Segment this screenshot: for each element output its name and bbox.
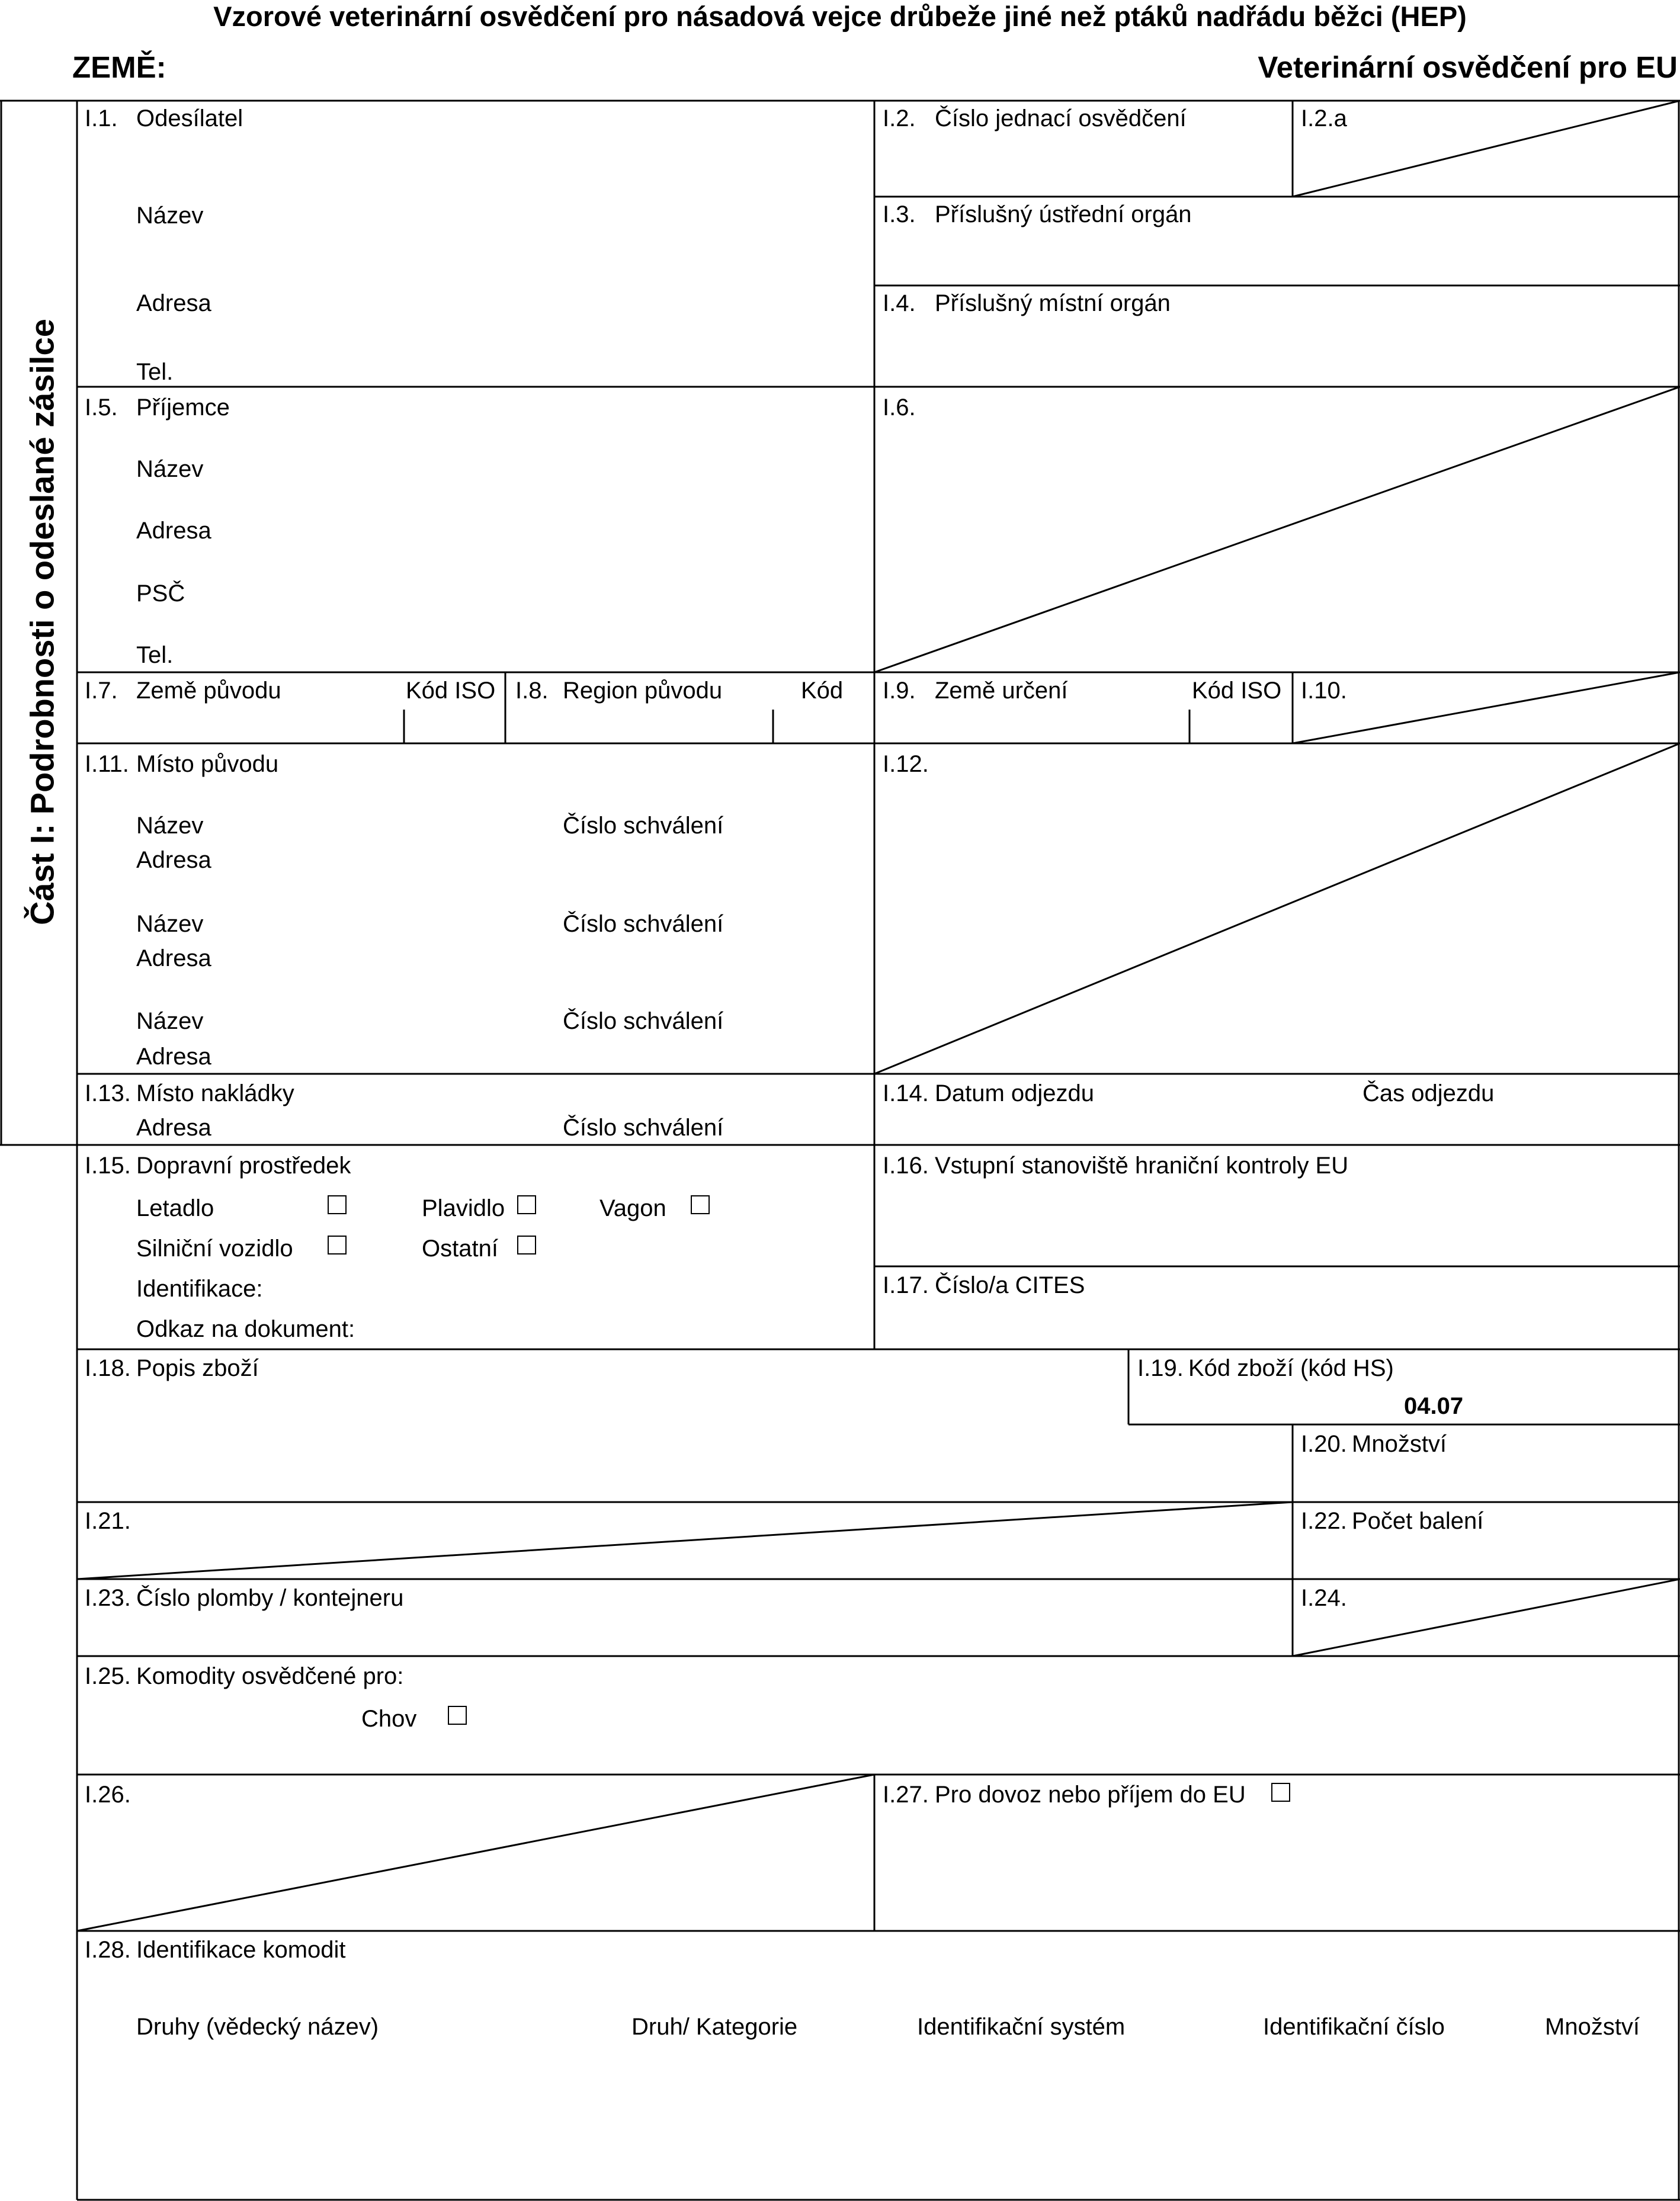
column-header-quantity: Množství [1545,2014,1640,2040]
commodities-certified-for-label: Komodity osvědčené pro: [136,1663,404,1689]
consignor-name-label: Název [136,203,204,229]
transport-wagon-checkbox[interactable] [691,1195,710,1214]
transport-plane-label: Letadlo [136,1195,214,1221]
box-24-number: I.24. [1301,1585,1347,1611]
box-7-number: I.7. [85,678,118,704]
box-15-number: I.15. [85,1153,131,1179]
box-26-number: I.26. [85,1782,131,1808]
transport-other-checkbox[interactable] [517,1236,536,1254]
breeding-label: Chov [361,1706,417,1732]
destination-iso-code-label: Kód ISO [1192,678,1282,704]
origin-3-approval-label: Číslo schválení [563,1008,724,1034]
number-of-packages-label: Počet balení [1352,1508,1484,1534]
box-2a-number: I.2.a [1301,105,1347,131]
box-9-number: I.9. [883,678,916,704]
transport-other-label: Ostatní [422,1236,498,1262]
part-one-side-label: Část I: Podrobnosti o odeslané zásilce [23,319,61,925]
box-25-number: I.25. [85,1663,131,1689]
loading-approval-label: Číslo schválení [563,1115,724,1141]
box-10-number: I.10. [1301,678,1347,704]
box-18-number: I.18. [85,1355,131,1381]
transport-road-label: Silniční vozidlo [136,1236,293,1262]
column-header-category: Druh/ Kategorie [631,2014,798,2040]
box-11-number: I.11. [85,751,129,777]
box-22-number: I.22. [1301,1508,1347,1534]
import-admission-label: Pro dovoz nebo příjem do EU [935,1782,1246,1808]
origin-1-address-label: Adresa [136,847,211,873]
import-admission-checkbox[interactable] [1271,1783,1290,1802]
region-code-label: Kód [801,678,844,704]
transport-plane-checkbox[interactable] [328,1195,347,1214]
origin-2-address-label: Adresa [136,945,211,971]
box-23-number: I.23. [85,1585,131,1611]
departure-date-label: Datum odjezdu [935,1080,1095,1106]
country-label: ZEMĚ: [72,50,166,84]
transport-road-checkbox[interactable] [328,1236,347,1254]
transport-identification-label: Identifikace: [136,1276,263,1302]
consignor-label: Odesílatel [136,105,243,131]
country-of-destination-label: Země určení [935,678,1068,704]
origin-3-address-label: Adresa [136,1044,211,1070]
loading-address-label: Adresa [136,1115,211,1141]
certificate-reference-label: Číslo jednací osvědčení [935,105,1187,131]
origin-2-name-label: Název [136,911,204,937]
box-20-number: I.20. [1301,1431,1347,1457]
transport-ship-checkbox[interactable] [517,1195,536,1214]
quantity-label: Množství [1352,1431,1447,1457]
box-5-number: I.5. [85,394,118,421]
box-12-number: I.12. [883,751,929,777]
column-header-species: Druhy (vědecký název) [136,2014,379,2040]
departure-time-label: Čas odjezdu [1362,1080,1495,1106]
box-4-number: I.4. [883,290,916,316]
box-17-number: I.17. [883,1272,929,1298]
consignee-label: Příjemce [136,394,230,421]
local-authority-label: Příslušný místní orgán [935,290,1171,316]
country-of-origin-label: Země původu [136,678,281,704]
box-1-number: I.1. [85,105,118,131]
box-21-number: I.21. [85,1508,131,1534]
box-16-number: I.16. [883,1153,929,1179]
region-of-origin-label: Region původu [563,678,723,704]
border-control-post-label: Vstupní stanoviště hraniční kontroly EU [935,1153,1349,1179]
commodity-code-label: Kód zboží (kód HS) [1188,1355,1394,1381]
box-3-number: I.3. [883,201,916,227]
column-header-identification-number: Identifikační číslo [1263,2014,1445,2040]
consignor-address-label: Adresa [136,290,211,316]
document-title: Vzorové veterinární osvědčení pro násadová vejce drůbeže jiné než ptáků nadřádu běžci (HEP) [213,1,1467,32]
consignee-name-label: Název [136,456,204,482]
box-27-number: I.27. [883,1782,929,1808]
transport-document-reference-label: Odkaz na dokument: [136,1316,355,1342]
box-6-number: I.6. [883,394,916,421]
transport-ship-label: Plavidlo [422,1195,505,1221]
box-28-number: I.28. [85,1937,131,1963]
consignee-tel-label: Tel. [136,642,174,668]
origin-2-approval-label: Číslo schválení [563,911,724,937]
origin-1-name-label: Název [136,813,204,839]
origin-3-name-label: Název [136,1008,204,1034]
breeding-checkbox[interactable] [448,1706,467,1725]
origin-iso-code-label: Kód ISO [406,678,496,704]
seal-container-number-label: Číslo plomby / kontejneru [136,1585,404,1611]
column-header-identification-system: Identifikační systém [917,2014,1126,2040]
place-of-origin-label: Místo původu [136,751,279,777]
goods-description-label: Popis zboží [136,1355,259,1381]
means-of-transport-label: Dopravní prostředek [136,1153,351,1179]
box-2-number: I.2. [883,105,916,131]
commodity-code-value: 04.07 [1404,1393,1464,1419]
place-of-loading-label: Místo nakládky [136,1080,294,1106]
origin-1-approval-label: Číslo schválení [563,813,724,839]
consignee-postcode-label: PSČ [136,580,185,607]
transport-wagon-label: Vagon [599,1195,666,1221]
consignor-tel-label: Tel. [136,359,174,385]
box-13-number: I.13. [85,1080,131,1106]
box-19-number: I.19. [1137,1355,1184,1381]
cites-number-label: Číslo/a CITES [935,1272,1085,1298]
consignee-address-label: Adresa [136,518,211,544]
certificate-type: Veterinární osvědčení pro EU [1258,50,1678,84]
commodity-identification-label: Identifikace komodit [136,1937,346,1963]
central-authority-label: Příslušný ústřední orgán [935,201,1192,227]
box-8-number: I.8. [515,678,549,704]
box-14-number: I.14. [883,1080,929,1106]
